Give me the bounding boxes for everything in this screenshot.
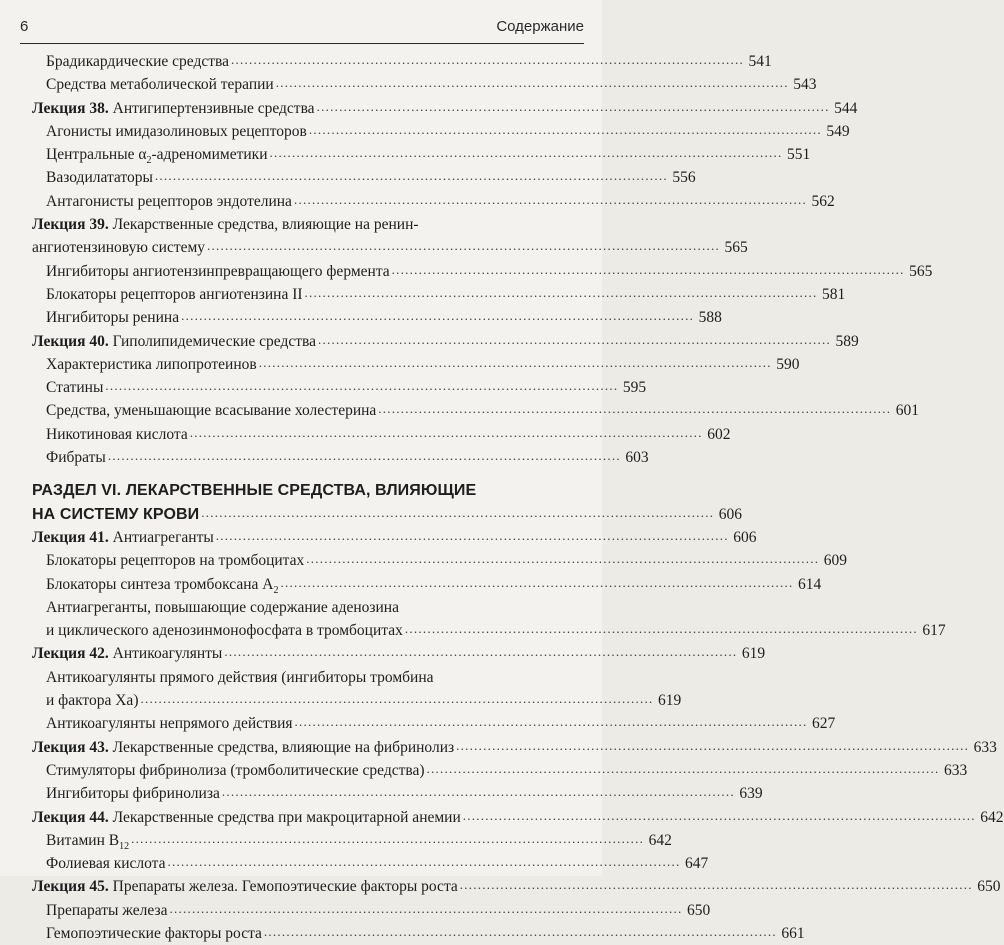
toc-line — [46, 353, 800, 376]
toc-line — [46, 549, 848, 572]
toc-entry-title — [46, 399, 376, 422]
toc-line — [46, 619, 946, 642]
toc-page-number: 588 — [698, 309, 722, 327]
dot-leader — [131, 827, 642, 843]
toc-line — [46, 666, 568, 689]
section-title — [32, 479, 568, 502]
toc-line — [46, 759, 968, 782]
dot-leader — [168, 850, 679, 866]
entry-text: Лекарственные средства при макроцитарной анемии — [108, 808, 461, 826]
dot-leader — [295, 710, 806, 726]
toc-entry-title — [46, 306, 179, 329]
toc-page-number: 606 — [733, 528, 757, 546]
toc-subentry — [32, 852, 709, 875]
entry-text: Гемопоэтические факторы роста — [46, 924, 262, 942]
toc-line — [46, 596, 568, 619]
section-title: НА СИСТЕМУ КРОВИ — [32, 505, 200, 523]
toc-line — [46, 689, 682, 712]
entry-text: Антикоагулянты непрямого действия — [46, 715, 293, 733]
toc-page-number: 650 — [686, 901, 711, 919]
running-title: Содержание — [496, 18, 584, 35]
dot-leader — [456, 734, 967, 750]
entry-text: Вазодилататоры — [46, 169, 153, 187]
toc-entry-title — [46, 899, 167, 922]
dot-leader — [231, 48, 742, 64]
lecture-label: Лекция 41. — [32, 528, 109, 546]
toc-subentry — [32, 190, 835, 213]
entry-text: Витамин B — [46, 831, 120, 849]
toc-line — [46, 423, 731, 446]
toc-page-number: 595 — [622, 379, 647, 397]
toc-entry-title — [46, 283, 303, 306]
lecture-label: Лекция 39. — [32, 216, 109, 234]
entry-text: Антагонисты рецепторов эндотелина — [46, 192, 292, 210]
header-rule — [20, 43, 584, 44]
page-number: 6 — [20, 18, 29, 35]
toc-page-number: 543 — [793, 76, 817, 94]
toc-lecture-entry — [32, 97, 858, 120]
toc-page-number: 661 — [781, 924, 805, 942]
dot-leader — [405, 617, 916, 633]
toc-entry-title — [32, 875, 458, 898]
toc-page-number: 565 — [724, 239, 748, 257]
entry-text: ангиотензиновую систему — [32, 239, 206, 257]
toc-page-number: 642 — [648, 831, 672, 849]
subscript: 2 — [146, 155, 152, 167]
toc-line — [46, 852, 709, 875]
toc-entry-title — [46, 190, 292, 213]
lecture-label: Лекция 45. — [32, 878, 109, 896]
toc-page-number: 650 — [977, 878, 1001, 896]
toc-page-number: 642 — [980, 808, 1004, 826]
toc-page-number: 606 — [718, 505, 743, 523]
dot-leader — [305, 281, 816, 297]
dot-leader — [259, 351, 770, 367]
toc-page-number: 551 — [787, 146, 811, 164]
lecture-label: Лекция 40. — [32, 332, 109, 350]
toc-subentry — [32, 573, 822, 596]
toc-entry-title — [46, 573, 278, 598]
toc-subentry — [32, 73, 817, 96]
toc-entry-title — [46, 260, 390, 283]
entry-text: Лекарственные средства, влияющие на фибринолиз — [108, 738, 455, 756]
toc-page-number: 601 — [895, 402, 920, 420]
table-of-contents — [32, 50, 1004, 945]
entry-text: и циклического аденозинмонофосфата в тромбоцитах — [46, 622, 403, 640]
entry-text: и фактора Xa) — [46, 692, 139, 710]
toc-lecture-entry — [32, 806, 1004, 829]
toc-line — [46, 190, 835, 213]
entry-text: Антиагреганты, повышающие содержание аденозина — [46, 598, 399, 616]
entry-text: Препараты железа — [46, 901, 168, 919]
dot-leader — [309, 118, 820, 134]
toc-entry-title — [32, 526, 214, 549]
entry-text: Блокаторы рецепторов ангиотензина II — [46, 285, 303, 303]
dot-leader — [276, 71, 787, 87]
toc-line — [32, 875, 1001, 898]
page-header — [20, 18, 584, 42]
toc-line — [46, 899, 711, 922]
dot-leader — [155, 164, 666, 180]
toc-page-number: 627 — [812, 715, 836, 733]
dot-leader — [190, 421, 701, 437]
toc-entry-title — [46, 423, 188, 446]
dot-leader — [181, 304, 692, 320]
toc-line — [46, 306, 722, 329]
dot-leader — [378, 397, 889, 413]
toc-page-number: 633 — [944, 761, 968, 779]
entry-text: Гиполипидемические средства — [108, 332, 316, 350]
toc-line — [46, 782, 763, 805]
toc-entry-title — [32, 806, 461, 829]
toc-line — [46, 446, 649, 469]
toc-subentry — [32, 899, 711, 922]
toc-page-number: 565 — [909, 262, 933, 280]
dot-leader — [169, 897, 680, 913]
toc-line — [32, 736, 997, 759]
entry-text: Препараты железа. Гемопоэтические факторы роста — [108, 878, 458, 896]
toc-subentry — [32, 376, 647, 399]
toc-entry-title — [46, 619, 403, 642]
dot-leader — [392, 258, 903, 274]
toc-entry-title — [46, 446, 106, 469]
toc-page-number: 617 — [922, 622, 946, 640]
entry-text: Статины — [46, 379, 104, 397]
toc-page-number: 609 — [823, 552, 848, 570]
toc-page-number: 544 — [834, 99, 858, 117]
toc-subentry — [32, 596, 946, 643]
entry-text: Антиагреганты — [108, 528, 214, 546]
toc-subentry — [32, 666, 682, 713]
entry-text: Брадикардические средства — [46, 53, 229, 70]
entry-text: Ингибиторы ангиотензинпревращающего фермента — [46, 262, 390, 280]
toc-entry-title — [46, 782, 220, 805]
dot-leader — [427, 757, 938, 773]
toc-page-number: 619 — [741, 645, 766, 663]
entry-text: Ингибиторы ренина — [46, 309, 180, 327]
toc-line — [46, 376, 647, 399]
dot-leader — [108, 444, 619, 460]
toc-entry-title — [46, 50, 229, 73]
toc-entry-title — [46, 759, 425, 782]
subscript: 2 — [273, 584, 279, 596]
toc-page-number: 556 — [672, 169, 696, 187]
toc-line — [46, 712, 836, 735]
toc-entry-title — [32, 736, 454, 759]
toc-subentry — [32, 446, 649, 469]
toc-line — [32, 503, 743, 526]
toc-page-number: 549 — [826, 122, 850, 140]
toc-line — [46, 399, 920, 422]
toc-page-number: 602 — [707, 425, 731, 443]
toc-page-number: 639 — [739, 785, 763, 803]
dot-leader — [140, 687, 651, 703]
toc-entry-title — [46, 829, 129, 854]
toc-entry-title — [32, 330, 316, 353]
entry-text: Лекарственные средства, влияющие на ренин- — [108, 216, 419, 234]
toc-subentry — [32, 283, 846, 306]
toc-subentry — [32, 260, 933, 283]
lecture-label: Лекция 44. — [32, 808, 109, 826]
toc-lecture-entry — [32, 875, 1001, 898]
lecture-label: Лекция 38. — [32, 99, 109, 117]
toc-line — [32, 330, 859, 353]
toc-line — [46, 573, 822, 598]
toc-line — [32, 213, 568, 236]
toc-section-heading — [32, 479, 743, 526]
dot-leader — [264, 920, 775, 936]
toc-line — [32, 526, 757, 549]
dot-leader — [201, 501, 712, 517]
dot-leader — [224, 640, 735, 656]
toc-page-number: 541 — [748, 53, 772, 70]
toc-line — [46, 120, 850, 143]
toc-entry-title — [32, 503, 199, 526]
toc-subentry — [32, 922, 805, 945]
subscript: 12 — [119, 840, 130, 852]
toc-subentry — [32, 549, 848, 572]
entry-text: Агонисты имидазолиновых рецепторов — [46, 122, 307, 140]
entry-text: Характеристика липопротеинов — [46, 355, 257, 373]
entry-text: Антигипертензивные средства — [108, 99, 315, 117]
toc-line — [32, 806, 1004, 829]
toc-subentry — [32, 306, 722, 329]
toc-entry-title — [46, 712, 293, 735]
toc-page-number: 647 — [685, 855, 709, 873]
toc-page-number: 614 — [797, 575, 822, 593]
toc-page-number: 590 — [776, 355, 800, 373]
toc-page-number: 562 — [811, 192, 835, 210]
toc-subentry — [32, 759, 968, 782]
dot-leader — [105, 374, 616, 390]
dot-leader — [280, 571, 791, 587]
toc-entry-title — [46, 689, 138, 712]
toc-line — [46, 166, 696, 189]
toc-entry-title — [46, 852, 166, 875]
toc-entry-title — [46, 353, 257, 376]
toc-line — [46, 73, 817, 96]
dot-leader — [294, 188, 805, 204]
toc-entry-title — [46, 376, 103, 399]
entry-text: Ингибиторы фибринолиза — [46, 785, 220, 803]
dot-leader — [317, 95, 828, 111]
toc-line — [46, 50, 772, 73]
toc-entry-title — [46, 120, 307, 143]
lecture-label: Лекция 42. — [32, 645, 109, 663]
entry-text: Антикоагулянты — [108, 645, 223, 663]
toc-lecture-entry — [32, 330, 859, 353]
toc-page-number: 633 — [973, 738, 997, 756]
toc-entry-title — [46, 549, 304, 572]
toc-lecture-entry — [32, 642, 766, 665]
toc-line — [46, 260, 933, 283]
entry-text: Никотиновая кислота — [46, 425, 188, 443]
dot-leader — [463, 804, 974, 820]
toc-subentry — [32, 143, 811, 167]
dot-leader — [216, 524, 727, 540]
toc-entry-title — [32, 97, 315, 120]
entry-text: Блокаторы синтеза тромбоксана A — [46, 575, 274, 593]
toc-lecture-entry — [32, 526, 757, 549]
toc-line — [46, 922, 805, 945]
entry-text: Блокаторы рецепторов на тромбоцитах — [46, 552, 305, 570]
dot-leader — [460, 873, 971, 889]
toc-subentry — [32, 829, 672, 852]
dot-leader — [318, 328, 829, 344]
toc-subentry — [32, 353, 800, 376]
toc-subentry — [32, 166, 696, 189]
entry-text: Антикоагулянты прямого действия (ингибиторы тромбина — [46, 668, 434, 686]
toc-page-number: 619 — [657, 692, 682, 710]
dot-leader — [270, 141, 781, 157]
lecture-label: Лекция 43. — [32, 738, 109, 756]
toc-page-number: 589 — [835, 332, 859, 350]
entry-text: Фибраты — [46, 449, 106, 467]
toc-entry-title — [32, 236, 205, 259]
toc-line — [32, 642, 766, 665]
entry-text: -адреномиметики — [151, 146, 268, 164]
toc-line — [32, 236, 748, 259]
toc-line — [32, 97, 858, 120]
toc-entry-title — [46, 73, 274, 96]
dot-leader — [306, 547, 817, 563]
dot-leader — [222, 780, 733, 796]
toc-entry-title — [46, 922, 262, 945]
entry-text: Центральные α — [46, 146, 147, 164]
entry-text: РАЗДЕЛ VI. ЛЕКАРСТВЕННЫЕ СРЕДСТВА, ВЛИЯЮЩИЕ — [32, 482, 477, 500]
entry-text: Средства, уменьшающие всасывание холестерина — [46, 402, 377, 420]
toc-subentry — [32, 50, 772, 73]
toc-subentry — [32, 423, 731, 446]
toc-subentry — [32, 120, 850, 143]
toc-subentry — [32, 399, 920, 422]
toc-page-number: 603 — [625, 449, 649, 467]
toc-lecture-entry — [32, 213, 748, 260]
entry-text: Стимуляторы фибринолиза (тромболитические средства) — [46, 761, 425, 779]
entry-text: Фолиевая кислота — [46, 855, 166, 873]
toc-subentry — [32, 782, 763, 805]
toc-entry-title — [46, 166, 153, 189]
toc-page-number: 581 — [822, 285, 846, 303]
toc-line — [46, 283, 846, 306]
dot-leader — [207, 234, 718, 250]
toc-entry-title — [32, 642, 222, 665]
toc-subentry — [32, 712, 836, 735]
entry-text: Средства метаболической терапии — [46, 76, 274, 94]
toc-lecture-entry — [32, 736, 997, 759]
